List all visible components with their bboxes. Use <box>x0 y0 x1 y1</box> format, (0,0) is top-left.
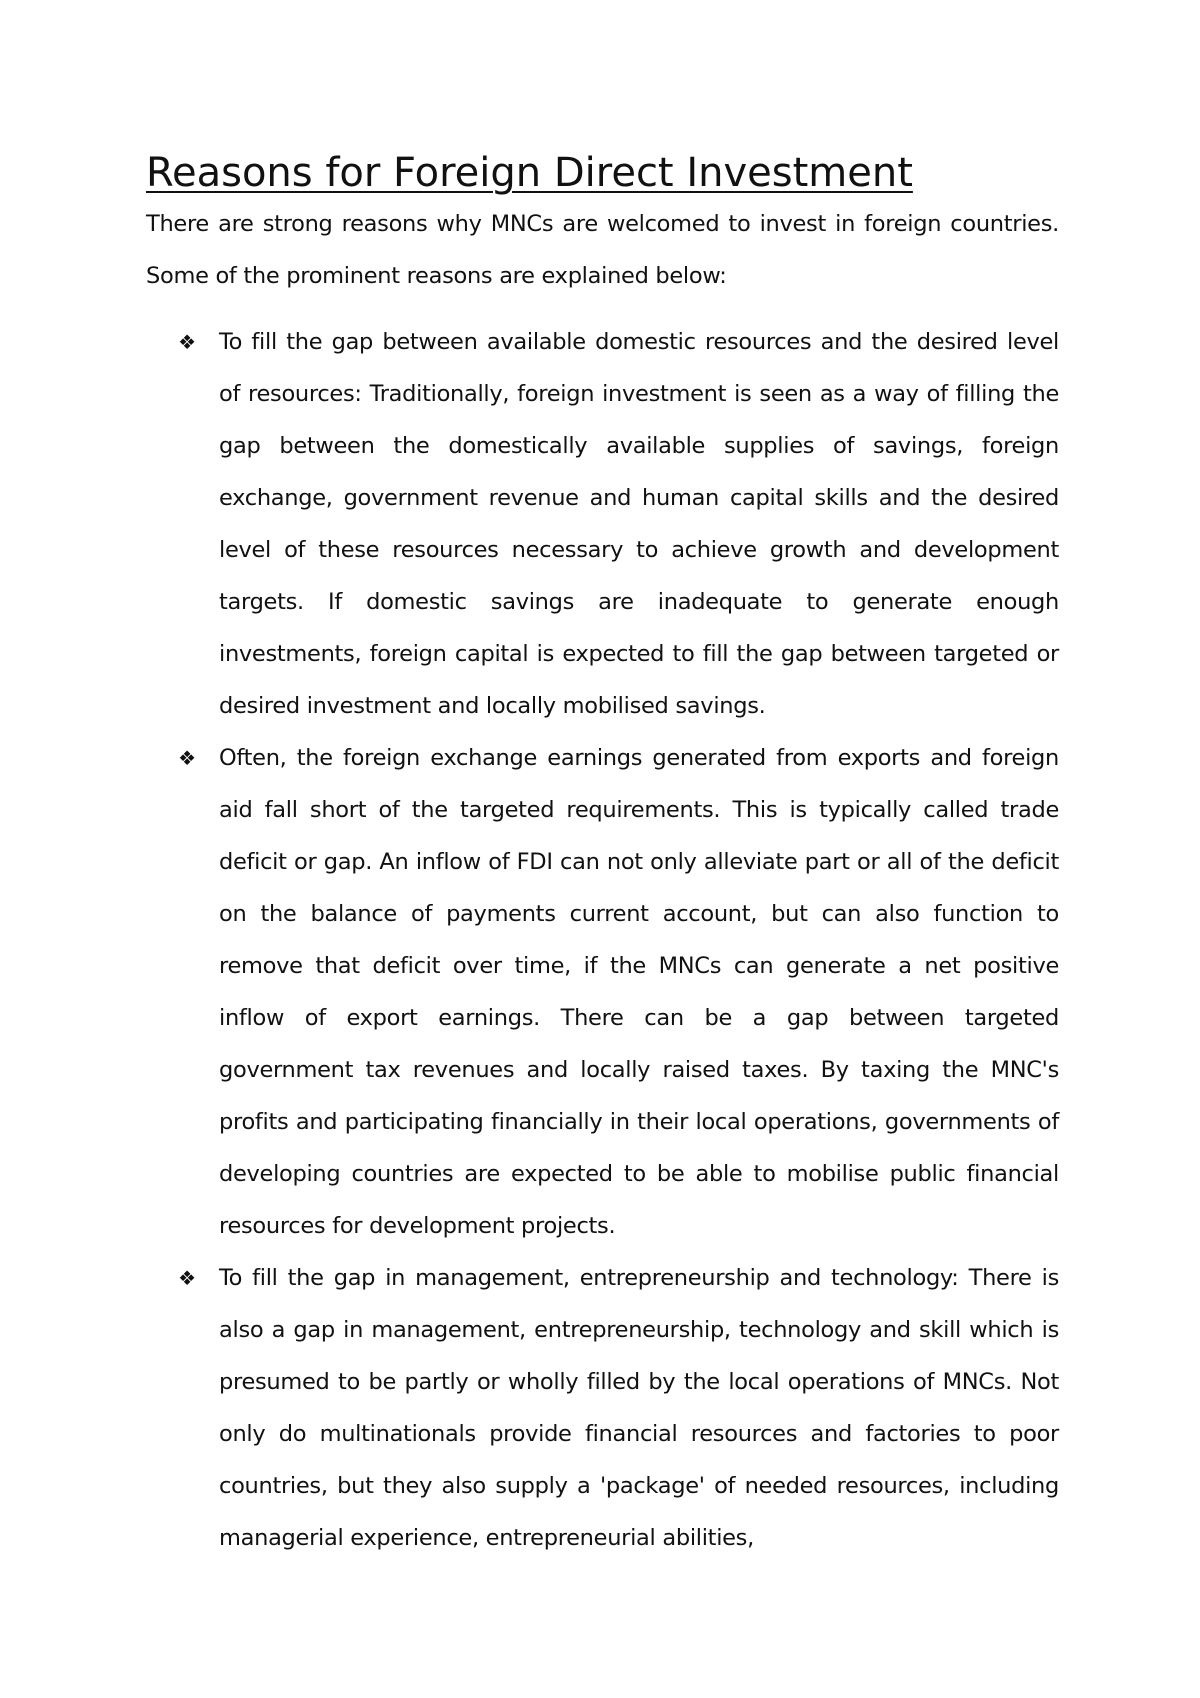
document-body <box>146 148 1059 1564</box>
four-diamond-bullet-icon: ❖ <box>178 746 196 770</box>
list-item <box>146 732 1059 1252</box>
list-item-text: Often, the foreign exchange earnings generated from exports and foreign aid fall short of the targeted requirements. This is typically called trade deficit or gap. An inflow of FDI can not only alleviate part or all of the deficit on the balance of payments current account, but can also function to remove that deficit over time, if the MNCs can generate a net positive inflow of export earnings. There can be a gap between targeted government tax revenues and locally raised taxes. By taxing the MNC's profits and participating financially in their local operations, governments of developing countries are expected to be able to mobilise public financial resources for development projects. <box>219 745 1059 1239</box>
list-item <box>146 316 1059 732</box>
reasons-list <box>146 316 1059 1564</box>
four-diamond-bullet-icon: ❖ <box>178 330 196 354</box>
intro-paragraph: There are strong reasons why MNCs are welcomed to invest in foreign countries. Some of the prominent reasons are explained below: <box>146 211 1059 289</box>
list-item-text: To fill the gap between available domestic resources and the desired level of resources: Traditionally, foreign investment is seen as a way of filling the gap between the domestically available supplies of savings, foreign exchange, government revenue and human capital skills and the desired level of these resources necessary to achieve growth and development targets. If domestic savings are inadequate to generate enough investments, foreign capital is expected to fill the gap between targeted or desired investment and locally mobilised savings. <box>219 329 1059 719</box>
four-diamond-bullet-icon: ❖ <box>178 1266 196 1290</box>
list-item-text: To fill the gap in management, entrepreneurship and technology: There is also a gap in management, entrepreneurship, technology and skill which is presumed to be partly or wholly filled by the local operations of MNCs. Not only do multinationals provide financial resources and factories to poor countries, but they also supply a 'package' of needed resources, including managerial experience, entrepreneurial abilities, <box>219 1265 1059 1551</box>
list-item <box>146 1252 1059 1564</box>
page-title: Reasons for Foreign Direct Investment <box>146 150 913 196</box>
